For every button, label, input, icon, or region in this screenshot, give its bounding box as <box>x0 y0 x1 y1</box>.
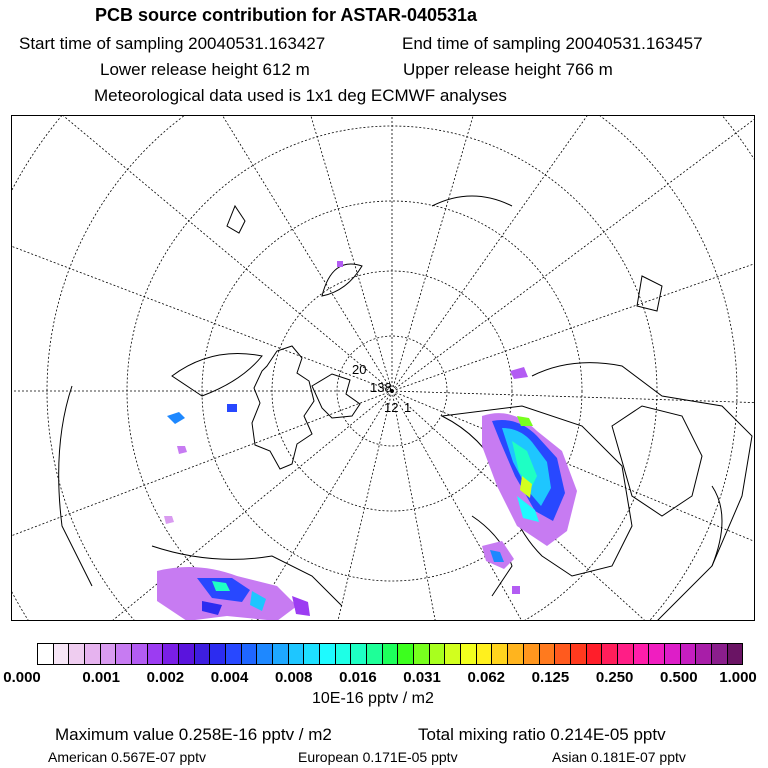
colorbar-swatch <box>508 644 524 664</box>
start-time-label: Start time of sampling 20040531.163427 <box>19 34 326 53</box>
colorbar-swatch <box>257 644 273 664</box>
colorbar-swatch <box>383 644 399 664</box>
plot-title: PCB source contribution for ASTAR-040531a <box>95 5 478 25</box>
colorbar-swatch <box>712 644 728 664</box>
svg-text:20: 20 <box>352 362 367 377</box>
upper-release-label: Upper release height 766 m <box>403 60 613 79</box>
colorbar-tick-label: 0.062 <box>467 669 506 686</box>
colorbar-tick-label: 0.125 <box>531 669 570 686</box>
total-mixing-label: Total mixing ratio 0.214E-05 pptv <box>418 725 666 744</box>
map-panel[interactable] <box>11 115 755 621</box>
colorbar-swatch <box>273 644 289 664</box>
colorbar-tick-label: 0.016 <box>339 669 377 686</box>
colorbar-swatch <box>163 644 179 664</box>
colorbar-tick-label: 0.250 <box>595 669 634 686</box>
colorbar-swatch <box>116 644 132 664</box>
colorbar-swatch <box>555 644 571 664</box>
colorbar-swatch <box>728 644 743 664</box>
svg-text:1: 1 <box>404 400 412 415</box>
colorbar-swatch <box>696 644 712 664</box>
colorbar-unit-label: 10E-16 pptv / m2 <box>312 690 434 707</box>
map-canvas <box>12 116 755 621</box>
colorbar-swatch <box>602 644 618 664</box>
colorbar-swatch <box>540 644 556 664</box>
colorbar <box>37 643 743 665</box>
colorbar-swatch <box>148 644 164 664</box>
colorbar-swatch <box>195 644 211 664</box>
colorbar-swatch <box>210 644 226 664</box>
colorbar-swatch <box>367 644 383 664</box>
colorbar-swatch <box>681 644 697 664</box>
colorbar-swatch <box>38 644 54 664</box>
lower-release-label: Lower release height 612 m <box>100 60 310 79</box>
colorbar-swatch <box>649 644 665 664</box>
colorbar-swatch <box>430 644 446 664</box>
colorbar-swatch <box>571 644 587 664</box>
colorbar-swatch <box>351 644 367 664</box>
svg-text:12: 12 <box>384 400 399 415</box>
colorbar-tick-label: 0.002 <box>146 669 185 686</box>
pole-labels <box>352 362 411 415</box>
colorbar-swatch <box>179 644 195 664</box>
colorbar-swatch <box>665 644 681 664</box>
european-label: European 0.171E-05 pptv <box>298 749 458 765</box>
colorbar-swatch <box>492 644 508 664</box>
colorbar-swatch <box>414 644 430 664</box>
colorbar-swatch <box>398 644 414 664</box>
colorbar-tick-label: 0.500 <box>660 669 698 686</box>
colorbar-tick-label: 0.008 <box>274 669 313 686</box>
colorbar-swatch <box>101 644 117 664</box>
colorbar-swatch <box>289 644 305 664</box>
end-time-label: End time of sampling 20040531.163457 <box>402 34 703 53</box>
colorbar-swatch <box>461 644 477 664</box>
colorbar-tick-label: 0.000 <box>3 669 41 686</box>
colorbar-swatch <box>477 644 493 664</box>
colorbar-tick-label: 0.001 <box>82 669 120 686</box>
colorbar-swatch <box>242 644 258 664</box>
colorbar-swatch <box>54 644 70 664</box>
colorbar-swatch <box>634 644 650 664</box>
colorbar-tick-label: 1.000 <box>719 669 757 686</box>
colorbar-swatch <box>445 644 461 664</box>
colorbar-tick-label: 0.031 <box>403 669 441 686</box>
svg-text:138: 138 <box>370 380 392 395</box>
max-value-label: Maximum value 0.258E-16 pptv / m2 <box>55 725 332 744</box>
colorbar-swatch <box>226 644 242 664</box>
colorbar-swatch <box>69 644 85 664</box>
colorbar-swatch <box>524 644 540 664</box>
colorbar-swatch <box>320 644 336 664</box>
met-data-label: Meteorological data used is 1x1 deg ECMWF analyses <box>94 86 507 105</box>
colorbar-swatch <box>618 644 634 664</box>
colorbar-swatch <box>85 644 101 664</box>
concentration-plumes <box>157 261 577 621</box>
colorbar-swatch <box>132 644 148 664</box>
graticule <box>12 116 755 621</box>
colorbar-swatch <box>587 644 603 664</box>
asian-label: Asian 0.181E-07 pptv <box>552 749 686 765</box>
american-label: American 0.567E-07 pptv <box>48 749 206 765</box>
colorbar-swatch <box>304 644 320 664</box>
colorbar-swatch <box>336 644 352 664</box>
colorbar-tick-label: 0.004 <box>210 669 249 686</box>
